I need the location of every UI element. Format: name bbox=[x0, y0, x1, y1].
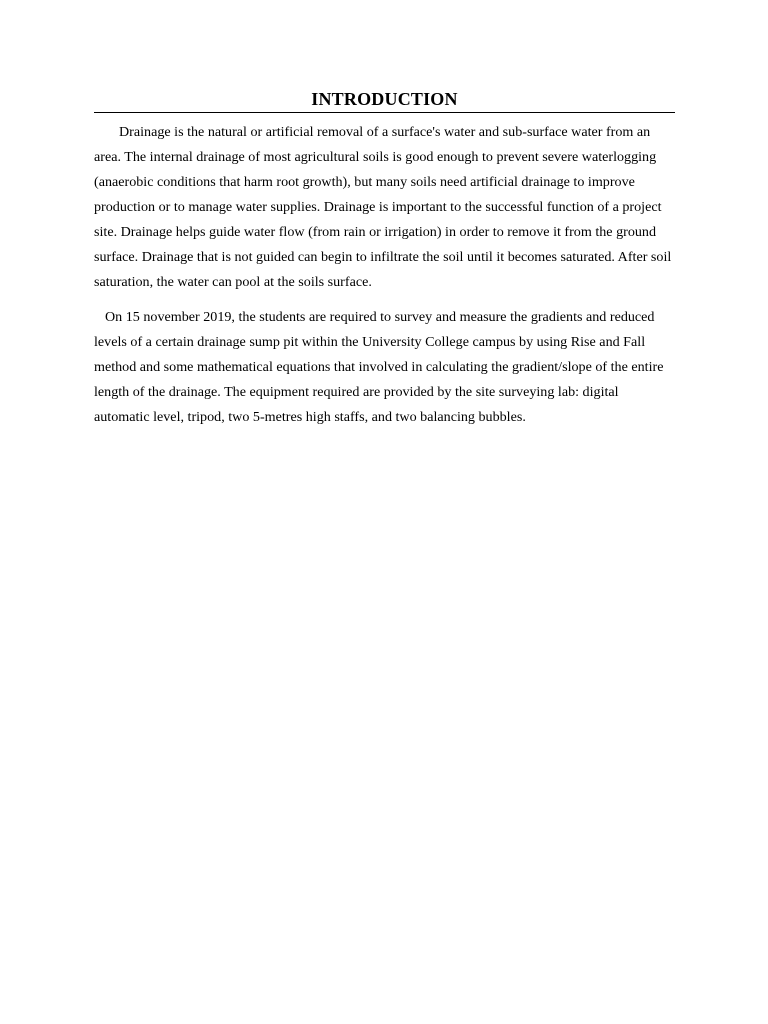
paragraph-survey-task: On 15 november 2019, the students are required to survey and measure the gradients and reduced levels of a certain drainage sump pit within the University College campus by using Rise and Fall method and some mathematical equations that involved in calculating the gradient/slope of the entire length of the drainage. The equipment required are provided by the site surveying lab: digital automatic level, tripod, two 5-metres high staffs, and two balancing bubbles. bbox=[94, 309, 664, 425]
heading-underline bbox=[94, 88, 675, 113]
document-body bbox=[94, 120, 675, 430]
page-title: INTRODUCTION bbox=[311, 89, 458, 109]
paragraph-drainage-definition: Drainage is the natural or artificial removal of a surface's water and sub-surface water from an area. The internal drainage of most agricultural soils is good enough to prevent severe waterlogging (anaerobic conditions that harm root growth), but many soils need artificial drainage to improve production or to manage water supplies. Drainage is important to the successful function of a project site. Drainage helps guide water flow (from rain or irrigation) in order to remove it from the ground surface. Drainage that is not guided can begin to infiltrate the soil until it becomes saturated. After soil saturation, the water can pool at the soils surface. bbox=[94, 124, 672, 290]
